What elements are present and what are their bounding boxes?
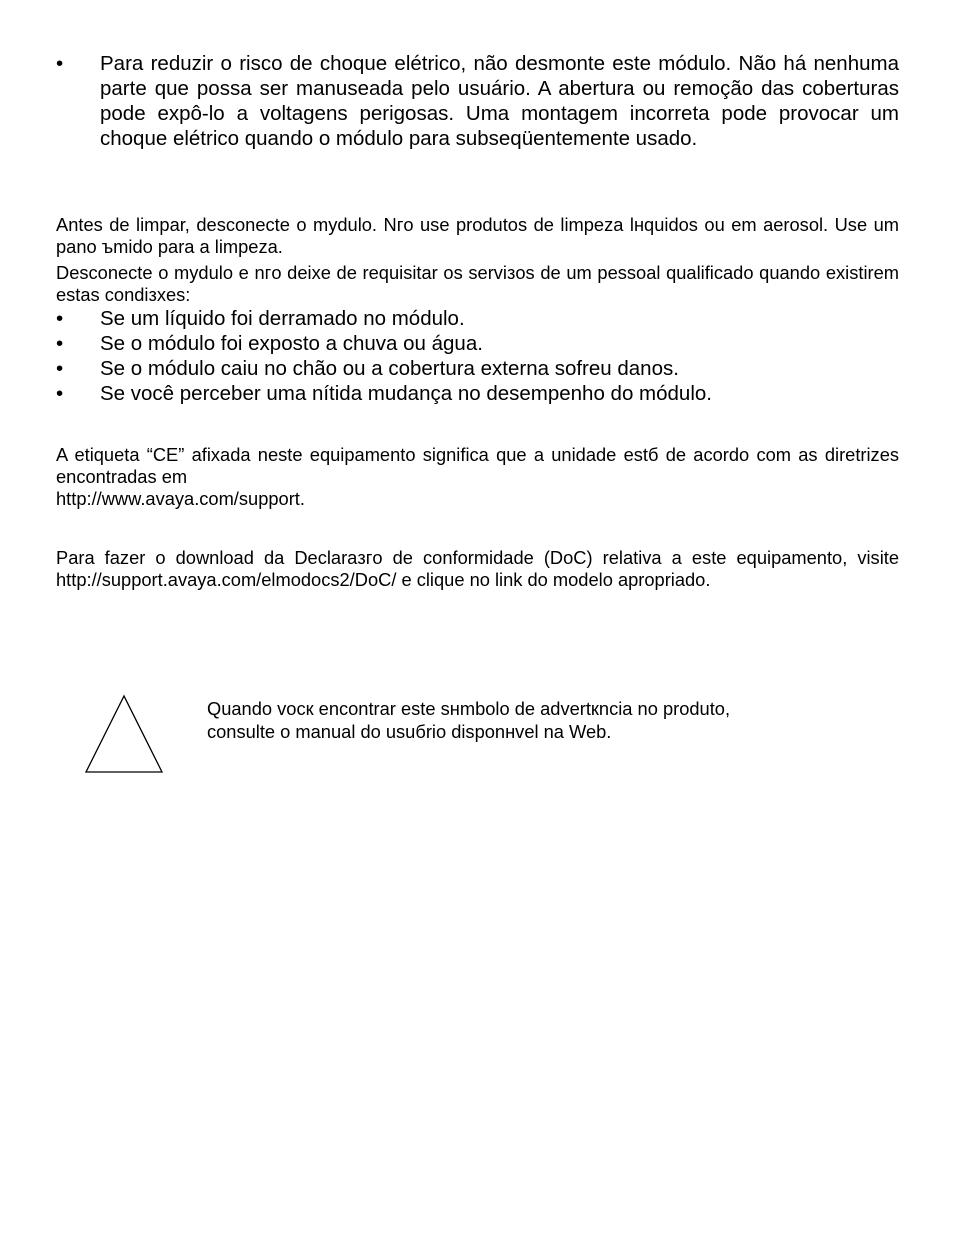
bullet-symbol: •	[56, 307, 64, 330]
condition-text: Se um líquido foi derramado no módulo.	[100, 307, 465, 330]
ce-label-paragraph: A etiqueta “CE” afixada neste equipamento significa que a unidade estб de acordo com as diretrizes encontradas em	[56, 444, 899, 487]
disassembly-warning-text: Para reduzir o risco de choque elétrico, não desmonte este módulo. Não há nenhuma parte que possa ser manuseada pelo usuário. A abertura ou remoção das coberturas pode expô-lo a voltagens perigosas. Uma montagem incorreta pode provocar um choque elétrico quando o módulo para subseqüentemente usado.	[100, 52, 899, 150]
bullet-symbol: •	[56, 357, 64, 380]
warning-triangle-icon	[85, 694, 165, 774]
warning-symbol-text	[207, 697, 887, 743]
service-conditions-list	[56, 306, 899, 406]
list-item	[56, 51, 899, 151]
service-intro-paragraph: Desconecte o mуdulo e nгo deixe de requisitar os serviзos de um pessoal qualificado quando existirem estas condiзхes:	[56, 262, 899, 305]
doc-paragraph: Para fazer o download da Declaraзгo de conformidade (DoC) relativa a este equipamento, visite http://support.avaya.com/elmodocs2/DoC/ e clique no link do modelo apropriado.	[56, 547, 899, 590]
list-item	[56, 306, 899, 331]
bullet-symbol: •	[56, 332, 64, 355]
list-item	[56, 381, 899, 406]
bullet-symbol: •	[56, 52, 64, 75]
safety-warning-list	[56, 51, 899, 151]
warning-symbol-line-2: consulte o manual do usuбrio disponнvel na Web.	[207, 721, 612, 742]
condition-text: Se o módulo caiu no chão ou a cobertura externa sofreu danos.	[100, 357, 679, 380]
list-item	[56, 331, 899, 356]
bullet-symbol: •	[56, 382, 64, 405]
warning-symbol-line-1: Quando vocк encontrar este sнmbolo de advertкncia no produto,	[207, 698, 731, 719]
cleaning-paragraph: Antes de limpar, desconecte o mуdulo. Nгo use produtos de limpeza lнquidos ou em aerosol. Use um pano ъmido para a limpeza.	[56, 214, 899, 257]
condition-text: Se o módulo foi exposto a chuva ou água.	[100, 332, 483, 355]
list-item	[56, 356, 899, 381]
ce-support-url: http://www.avaya.com/support.	[56, 488, 305, 509]
condition-text: Se você perceber uma nítida mudança no desempenho do módulo.	[100, 382, 712, 405]
